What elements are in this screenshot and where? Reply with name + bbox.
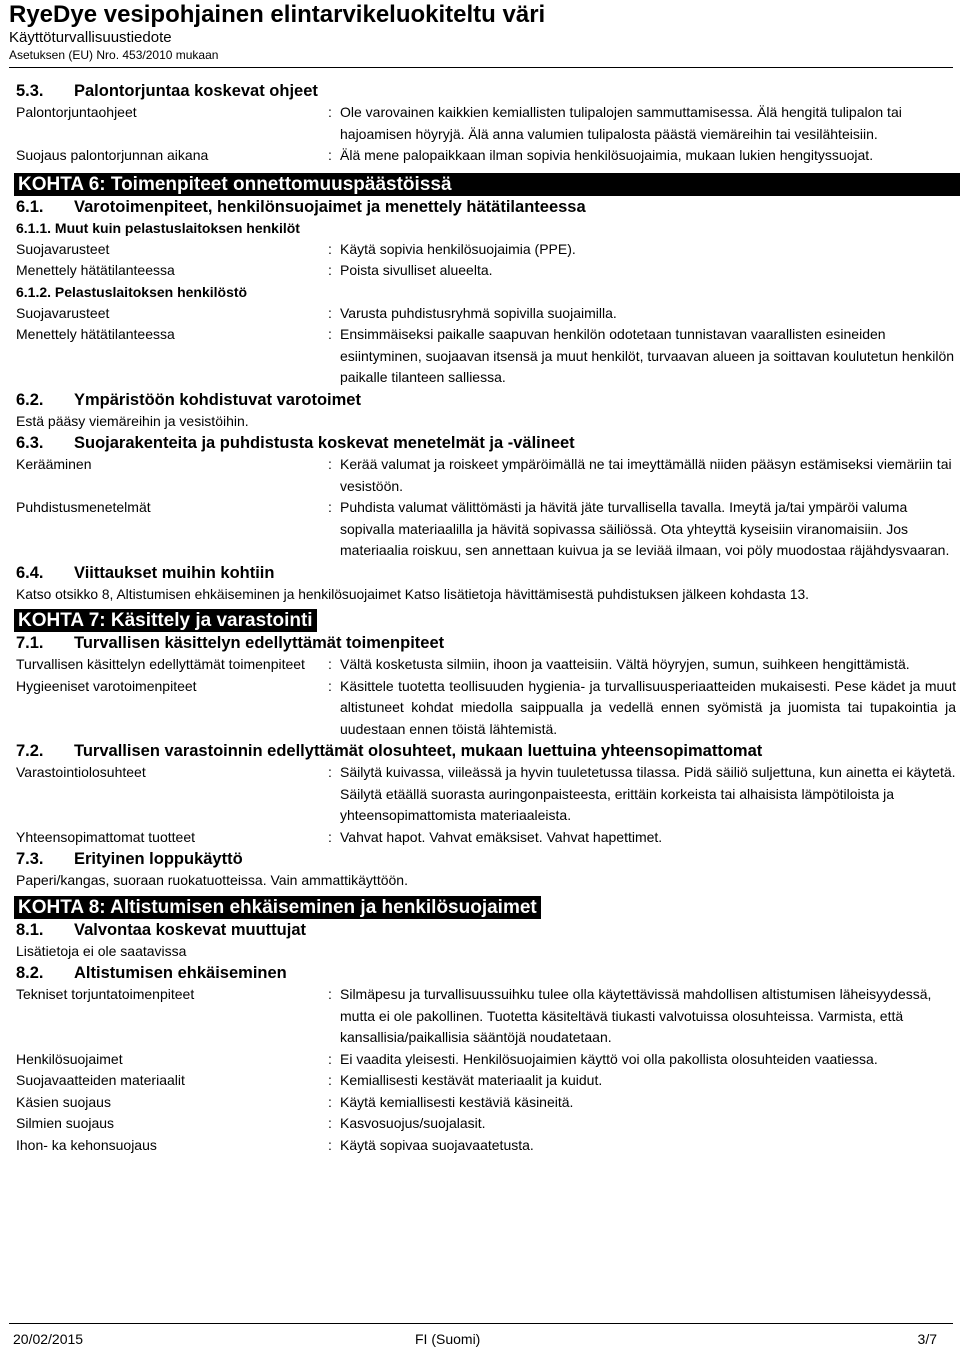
field-colon: : xyxy=(328,1136,332,1153)
field-label: Ihon- ka kehonsuojaus xyxy=(16,1136,157,1153)
field-label: Kerääminen xyxy=(16,456,92,472)
field-colon: : xyxy=(328,764,332,780)
subsection-title: Turvallisen varastoinnin edellyttämät olosuhteet, mukaan luettuina yhteensopimattomat xyxy=(74,742,763,760)
subsection-number: 8.2. xyxy=(16,964,44,982)
paragraph: Estä pääsy viemäreihin ja vesistöihin. xyxy=(16,412,249,429)
field-row xyxy=(16,239,956,261)
subsection-6-3-heading xyxy=(16,432,956,454)
document-header xyxy=(9,0,954,63)
subsection-number: 7.2. xyxy=(16,742,44,760)
field-label: Yhteensopimattomat tuotteet xyxy=(16,828,195,845)
field-label: Henkilösuojaimet xyxy=(16,1050,123,1067)
subsection-6-1-1-heading: 6.1.1. Muut kuin pelastuslaitoksen henkilöt xyxy=(16,219,300,236)
field-colon: : xyxy=(328,1072,332,1088)
subsection-title: Altistumisen ehkäiseminen xyxy=(74,964,287,982)
field-colon: : xyxy=(328,1093,332,1110)
field-value: Kerää valumat ja roiskeet ympäröimällä ne tai imeyttämällä niiden pääsyn estämiseksi viemäriin tai vesistöön. xyxy=(340,456,952,494)
field-value: Varusta puhdistusryhmä sopivilla suojaimilla. xyxy=(340,304,617,321)
field-colon: : xyxy=(328,456,332,472)
footer-date: 20/02/2015 xyxy=(13,1331,84,1347)
field-value: Älä mene palopaikkaan ilman sopivia henkilösuojaimia, mukaan lukien hengityssuojat. xyxy=(340,147,874,163)
subsection-title: Ympäristöön kohdistuvat varotoimet xyxy=(74,390,361,409)
field-label: Turvallisen käsittelyn edellyttämät toimenpiteet xyxy=(16,656,305,672)
field-label: Suojaus palontorjunnan aikana xyxy=(16,147,209,163)
subsection-number: 7.3. xyxy=(16,850,44,868)
regulation-reference: Asetuksen (EU) Nro. 453/2010 mukaan xyxy=(9,48,219,62)
paragraph: Paperi/kangas, suoraan ruokatuotteissa. Vain ammattikäyttöön. xyxy=(16,872,408,888)
subsection-number: 6.2. xyxy=(16,390,44,409)
field-colon: : xyxy=(328,986,332,1002)
field-row xyxy=(16,145,956,167)
field-value: Vahvat hapot. Vahvat emäksiset. Vahvat hapettimet. xyxy=(340,828,663,845)
field-label: Varastointiolosuhteet xyxy=(16,764,146,780)
subsection-number: 6.3. xyxy=(16,434,44,452)
subsection-title: Suojarakenteita ja puhdistusta koskevat menetelmät ja -välineet xyxy=(74,434,575,452)
field-colon: : xyxy=(328,326,332,342)
field-value: Vältä kosketusta silmiin, ihoon ja vaatteisiin. Vältä höyryjen, sumun, suihkeen hengittämistä. xyxy=(340,656,910,672)
field-value: Käytä kemiallisesti kestäviä käsineitä. xyxy=(340,1093,574,1110)
subsection-8-2-heading xyxy=(16,962,956,984)
field-colon: : xyxy=(328,304,332,321)
paragraph: Katso otsikko 8, Altistumisen ehkäiseminen ja henkilösuojaimet Katso lisätietoja hävittämisestä puhdistuksen jälkeen kohdasta 13. xyxy=(16,586,809,602)
subsection-6-2-heading xyxy=(16,389,956,411)
field-colon: : xyxy=(328,656,332,672)
subsection-title: Viittaukset muihin kohtiin xyxy=(74,563,275,582)
subsection-5-3-heading xyxy=(16,80,956,102)
footer-divider xyxy=(9,1323,953,1324)
subsection-title: Valvontaa koskevat muuttujat xyxy=(74,920,306,939)
field-colon: : xyxy=(328,1050,332,1067)
field-row xyxy=(16,676,956,741)
field-row xyxy=(16,1135,956,1157)
field-value: Ole varovainen kaikkien kemiallisten tulipalojen sammuttamisessa. Älä hengitä tulipalon tai hajoamisen höyryjä. Älä anna valumien tulipalosta päästä viemäreihin tai vesilähteisiin. xyxy=(340,104,902,142)
field-label: Silmien suojaus xyxy=(16,1115,115,1131)
field-value: Silmäpesu ja turvallisuussuihku tulee olla käytettävissä mahdollisen altistumisen läheisyydessä, mutta ei ole pakollinen. Tuotetta käsiteltävä tiukasti valvotuissa olosuhteissa. Varmista, että kansallisia/paikallisia sääntöjä noudatetaan. xyxy=(340,986,932,1045)
field-label: Puhdistusmenetelmät xyxy=(16,499,151,515)
field-row xyxy=(16,1092,956,1114)
field-value: Kasvosuojus/suojalasit. xyxy=(340,1115,486,1131)
field-value: Säilytä kuivassa, viileässä ja hyvin tuuletetussa tilassa. Pidä säiliö suljettuna, kun ainetta ei käytetä. Säilytä etäällä suorasta auringonpaisteesta, erittäin korkeista tai alhaisista lämpötiloista ja yhteensopimattomista materiaaleista. xyxy=(340,764,956,823)
subsection-7-1-heading xyxy=(16,632,956,654)
subsection-number: 5.3. xyxy=(16,82,44,100)
subsection-number: 7.1. xyxy=(16,634,44,652)
subsection-title: Palontorjuntaa koskevat ohjeet xyxy=(74,82,318,100)
field-value: Käytä sopivia henkilösuojaimia (PPE). xyxy=(340,240,576,257)
product-title: RyeDye vesipohjainen elintarvikeluokiteltu väri xyxy=(9,1,546,28)
field-colon: : xyxy=(328,1115,332,1131)
field-label: Menettely hätätilanteessa xyxy=(16,262,175,278)
field-row xyxy=(16,324,956,389)
field-colon: : xyxy=(328,147,332,163)
subsection-number: 6.4. xyxy=(16,563,44,582)
field-label: Palontorjuntaohjeet xyxy=(16,104,137,120)
field-label: Käsien suojaus xyxy=(16,1093,111,1110)
header-divider xyxy=(9,67,953,68)
field-colon: : xyxy=(328,262,332,278)
field-row xyxy=(16,1113,956,1135)
subsection-title: Erityinen loppukäyttö xyxy=(74,850,243,868)
section-7-heading: KOHTA 7: Käsittely ja varastointi xyxy=(14,609,317,632)
footer-page-number: 3/7 xyxy=(917,1331,937,1347)
field-row xyxy=(16,497,956,562)
field-label: Suojavarusteet xyxy=(16,304,110,321)
field-colon: : xyxy=(328,499,332,515)
subsection-title: Turvallisen käsittelyn edellyttämät toimenpiteet xyxy=(74,634,445,652)
field-value: Kemiallisesti kestävät materiaalit ja kuidut. xyxy=(340,1072,603,1088)
field-colon: : xyxy=(328,677,332,694)
field-value: Ei vaadita yleisesti. Henkilösuojaimien käyttö voi olla pakollista olosuhteiden vaatiessa. xyxy=(340,1050,878,1067)
field-row xyxy=(16,454,956,497)
subsection-6-4-heading xyxy=(16,562,956,584)
subsection-6-1-2-heading: 6.1.2. Pelastuslaitoksen henkilöstö xyxy=(16,283,248,300)
field-label: Hygieeniset varotoimenpiteet xyxy=(16,677,197,694)
footer-language: FI (Suomi) xyxy=(415,1331,481,1347)
section-8-heading: KOHTA 8: Altistumisen ehkäiseminen ja henkilösuojaimet xyxy=(14,896,541,919)
subsection-7-3-heading xyxy=(16,848,956,870)
field-value: Puhdista valumat välittömästi ja hävitä jäte turvallisella tavalla. Imeytä ja/tai ympäröi valuma sopivalla materiaalilla ja hävitä sopivassa säiliössä. Ota yhteyttä kyseisiin viranomaisiin. Jos materiaalia roiskuu, sen annettaan kuivua ja se leviää ilmaan, voi pöly muodostaa räjähdysvaaran. xyxy=(340,499,950,558)
field-value: Poista sivulliset alueelta. xyxy=(340,262,493,278)
field-value: Käytä sopivaa suojavaatetusta. xyxy=(340,1136,534,1153)
subsection-8-1-heading xyxy=(16,919,956,941)
paragraph: Lisätietoja ei ole saatavissa xyxy=(16,942,187,959)
subsection-title: Varotoimenpiteet, henkilönsuojaimet ja menettely hätätilanteessa xyxy=(74,197,586,216)
field-label: Suojavarusteet xyxy=(16,240,110,257)
field-row xyxy=(16,102,956,145)
field-value: Käsittele tuotetta teollisuuden hygienia- ja turvallisuusperiaatteiden mukaisesti. Pese kädet ja muut altistuneet kohdat miedolla saippualla ja vedellä ennen syömistä ja juomista tai tupakointia ja uudestaan ennen töistä lähtemistä. xyxy=(340,677,956,737)
subsection-6-1-heading xyxy=(16,196,956,218)
subsection-number: 8.1. xyxy=(16,920,44,939)
field-colon: : xyxy=(328,240,332,257)
field-label: Menettely hätätilanteessa xyxy=(16,326,175,342)
field-row xyxy=(16,827,956,849)
document-body xyxy=(16,80,956,1156)
field-row xyxy=(16,654,956,676)
field-colon: : xyxy=(328,104,332,120)
field-row xyxy=(16,260,956,282)
field-row xyxy=(16,1049,956,1071)
subsection-number: 6.1. xyxy=(16,197,44,216)
field-label: Tekniset torjuntatoimenpiteet xyxy=(16,986,195,1002)
field-row xyxy=(16,1070,956,1092)
field-label: Suojavaatteiden materiaalit xyxy=(16,1072,185,1088)
subsection-7-2-heading xyxy=(16,740,956,762)
field-colon: : xyxy=(328,828,332,845)
document-type: Käyttöturvallisuustiedote xyxy=(9,29,172,46)
field-row xyxy=(16,984,956,1049)
section-6-heading: KOHTA 6: Toimenpiteet onnettomuuspäästöissä xyxy=(14,173,960,196)
field-value: Ensimmäiseksi paikalle saapuvan henkilön odotetaan tunnistavan vaarallisten esineiden esiintyminen, suojaavan itsensä ja muut henkilöt, turvaavan alueen ja soittavan koulutetun henkilön paikalle tilanteen salliessa. xyxy=(340,326,955,385)
field-row xyxy=(16,303,956,325)
field-row xyxy=(16,762,956,827)
